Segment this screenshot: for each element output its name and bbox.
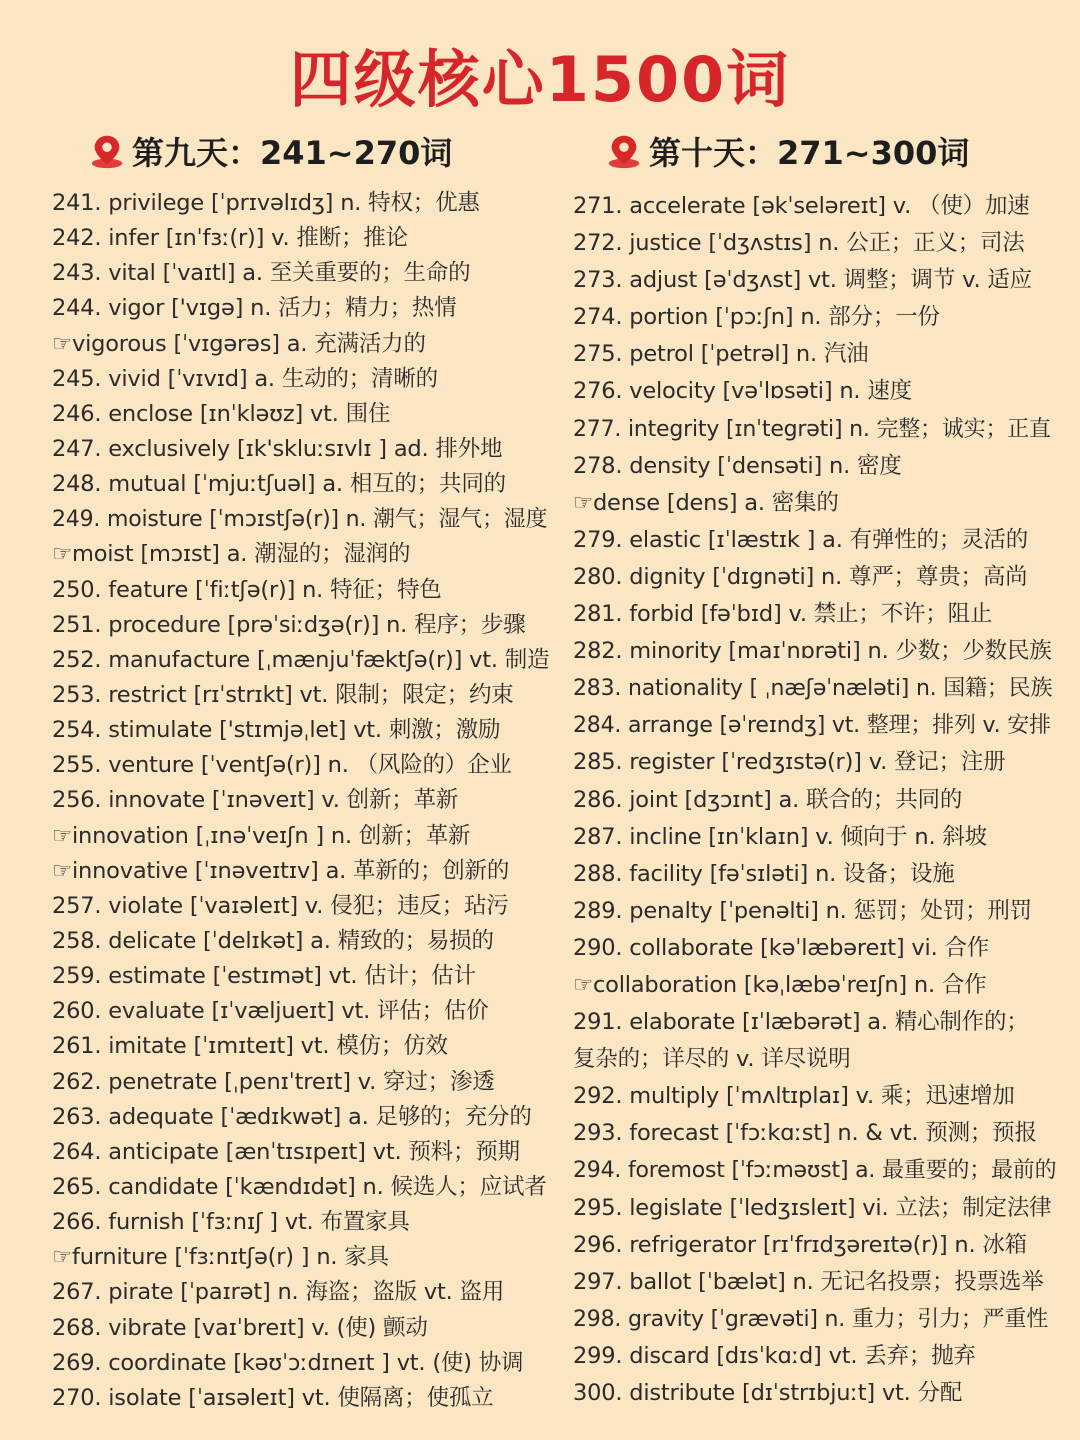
day-ten-column: [573, 128, 1058, 1412]
word-entry: 257. violate [ˈvaɪəleɪt] v. 侵犯；违反；玷污: [52, 892, 509, 919]
word-entry: 289. penalty [ˈpenəlti] n. 惩罚；处罚；刑罚: [573, 897, 1032, 924]
word-entry: 290. collaborate [kəˈlæbəreɪt] vi. 合作: [573, 934, 990, 961]
word-entry: 299. discard [dɪsˈkɑːd] vt. 丢弃；抛弃: [573, 1342, 976, 1369]
section-heading: [88, 128, 552, 174]
section-heading-text: 第九天：241~270词: [132, 134, 453, 172]
word-entry: 241. privilege [ˈprɪvəlɪdʒ] n. 特权；优惠: [52, 190, 480, 216]
word-entry: 258. delicate [ˈdelɪkət] a. 精致的；易损的: [52, 927, 494, 954]
word-entry: ☞dense [dens] a. 密集的: [573, 489, 839, 516]
word-entry: 287. incline [ɪnˈklaɪn] v. 倾向于 n. 斜坡: [573, 823, 987, 850]
word-entry: 264. anticipate [ænˈtɪsɪpeɪt] vt. 预料；预期: [52, 1138, 520, 1165]
section-heading: [605, 128, 1058, 174]
word-entry: 294. foremost [ˈfɔːməʊst] a. 最重要的；最前的: [573, 1158, 1057, 1184]
word-entry: 268. vibrate [vaɪˈbreɪt] v. (使) 颤动: [52, 1314, 428, 1341]
location-pin-icon: [605, 132, 643, 170]
word-entry: 263. adequate [ˈædɪkwət] a. 足够的；充分的: [52, 1103, 532, 1130]
word-entry: 246. enclose [ɪnˈkləʊz] vt. 围住: [52, 400, 391, 427]
word-entry: 293. forecast [ˈfɔːkɑːst] n. & vt. 预测；预报: [573, 1120, 1037, 1147]
word-entry: 249. moisture [ˈmɔɪstʃə(r)] n. 潮气；湿气；湿度: [52, 507, 548, 533]
word-entry: ☞innovative [ˈɪnəveɪtɪv] a. 革新的；创新的: [52, 857, 510, 884]
word-entry: 285. register [ˈredʒɪstə(r)] v. 登记；注册: [573, 749, 1006, 776]
word-entry: 270. isolate [ˈaɪsəleɪt] vt. 使隔离；使孤立: [52, 1384, 494, 1411]
word-entry: 267. pirate [ˈpaɪrət] n. 海盗；盗版 vt. 盗用: [52, 1279, 505, 1306]
word-entry: 295. legislate [ˈledʒɪsleɪt] vi. 立法；制定法律: [573, 1194, 1052, 1221]
word-entry: ☞collaboration [kəˌlæbəˈreɪʃn] n. 合作: [573, 971, 987, 998]
word-entry: 276. velocity [vəˈlɒsəti] n. 速度: [573, 378, 912, 405]
word-entry: 269. coordinate [kəʊˈɔːdɪneɪt ] vt. (使) 协调: [52, 1349, 524, 1376]
word-entry: 281. forbid [fəˈbɪd] v. 禁止；不许；阻止: [573, 601, 993, 628]
page-title: 四级核心1500词: [289, 43, 791, 116]
word-entry: 282. minority [maɪˈnɒrəti] n. 少数；少数民族: [573, 638, 1052, 665]
word-entry: ☞moist [mɔɪst] a. 潮湿的；湿润的: [52, 541, 411, 568]
word-entry: 278. density [ˈdensəti] n. 密度: [573, 452, 902, 479]
word-entry: 251. procedure [prəˈsiːdʒə(r)] n. 程序；步骤: [52, 611, 526, 638]
word-entry: 245. vivid [ˈvɪvɪd] a. 生动的；清晰的: [52, 365, 438, 392]
word-entry: 271. accelerate [əkˈseləreɪt] v. （使）加速: [573, 193, 1030, 219]
word-entry: ☞vigorous [ˈvɪgərəs] a. 充满活力的: [52, 330, 426, 357]
word-entry: 265. candidate [ˈkændɪdət] n. 候选人；应试者: [52, 1173, 547, 1200]
word-entry: 277. integrity [ɪnˈtegrəti] n. 完整；诚实；正直: [573, 416, 1051, 442]
word-entry: 复杂的；详尽的 v. 详尽说明: [573, 1046, 851, 1073]
word-list: [52, 186, 552, 1416]
word-entry: 256. innovate [ˈɪnəveɪt] v. 创新；革新: [52, 787, 459, 814]
word-entry: 248. mutual [ˈmjuːtʃuəl] a. 相互的；共同的: [52, 471, 506, 498]
word-entry: 261. imitate [ˈɪmɪteɪt] vt. 模仿；仿效: [52, 1033, 448, 1060]
word-entry: 243. vital [ˈvaɪtl] a. 至关重要的；生命的: [52, 260, 471, 287]
word-entry: 242. infer [ɪnˈfɜː(r)] v. 推断；推论: [52, 225, 408, 252]
word-entry: 260. evaluate [ɪˈvæljueɪt] vt. 评估；估价: [52, 998, 489, 1025]
word-entry: 252. manufacture [ˌmænjuˈfæktʃə(r)] vt. 制造: [52, 646, 550, 673]
word-entry: 291. elaborate [ɪˈlæbərət] a. 精心制作的；: [573, 1009, 1029, 1036]
word-entry: 253. restrict [rɪˈstrɪkt] vt. 限制；限定；约束: [52, 681, 514, 708]
location-pin-icon: [88, 132, 126, 170]
word-entry: 272. justice [ˈdʒʌstɪs] n. 公正；正义；司法: [573, 230, 1025, 257]
word-entry: 298. gravity [ˈgrævəti] n. 重力；引力；严重性: [573, 1306, 1049, 1332]
word-entry: 284. arrange [əˈreɪndʒ] vt. 整理；排列 v. 安排: [573, 713, 1051, 739]
word-entry: ☞furniture [ˈfɜːnɪtʃə(r) ] n. 家具: [52, 1244, 389, 1271]
word-entry: 247. exclusively [ɪk'skluːsɪvlɪ ] ad. 排外地: [52, 435, 503, 462]
word-entry: 262. penetrate [ˌpenɪˈtreɪt] v. 穿过；渗透: [52, 1068, 495, 1095]
word-entry: 259. estimate [ˈestɪmət] vt. 估计；估计: [52, 963, 476, 990]
word-entry: 273. adjust [əˈdʒʌst] vt. 调整；调节 v. 适应: [573, 267, 1032, 294]
word-entry: 244. vigor ['vɪgə] n. 活力；精力；热情: [52, 295, 457, 322]
day-nine-column: [52, 128, 552, 1416]
word-entry: 283. nationality [ ˌnæʃəˈnæləti] n. 国籍；民族: [573, 676, 1053, 702]
word-entry: 300. distribute [dɪˈstrɪbjuːt] vt. 分配: [573, 1380, 963, 1406]
word-entry: 255. venture [ˈventʃə(r)] n. （风险的）企业: [52, 752, 512, 779]
word-entry: 279. elastic [ɪˈlæstɪk ] a. 有弹性的；灵活的: [573, 526, 1029, 553]
word-entry: 274. portion [ˈpɔːʃn] n. 部分；一份: [573, 304, 940, 331]
word-entry: 254. stimulate ['stɪmjəˌlet] vt. 刺激；激励: [52, 717, 501, 744]
word-entry: 292. multiply [ˈmʌltɪplaɪ] v. 乘；迅速增加: [573, 1083, 1015, 1110]
section-heading-text: 第十天：271~300词: [649, 134, 970, 172]
word-list: [573, 188, 1058, 1412]
word-entry: 288. facility [fəˈsɪləti] n. 设备；设施: [573, 860, 955, 887]
word-entry: 296. refrigerator [rɪˈfrɪdʒəreɪtə(r)] n. 冰箱: [573, 1231, 1027, 1258]
word-entry: 297. ballot [ˈbælət] n. 无记名投票；投票选举: [573, 1268, 1044, 1295]
word-entry: ☞innovation [ˌɪnəˈveɪʃn ] n. 创新；革新: [52, 822, 471, 849]
word-entry: 286. joint [dʒɔɪnt] a. 联合的；共同的: [573, 786, 963, 813]
word-entry: 275. petrol [ˈpetrəl] n. 汽油: [573, 341, 869, 368]
word-entry: 250. feature [ˈfiːtʃə(r)] n. 特征；特色: [52, 576, 442, 603]
word-entry: 280. dignity [ˈdɪgnəti] n. 尊严；尊贵；高尚: [573, 563, 1028, 590]
word-entry: 266. furnish [ˈfɜːnɪʃ ] vt. 布置家具: [52, 1209, 410, 1236]
